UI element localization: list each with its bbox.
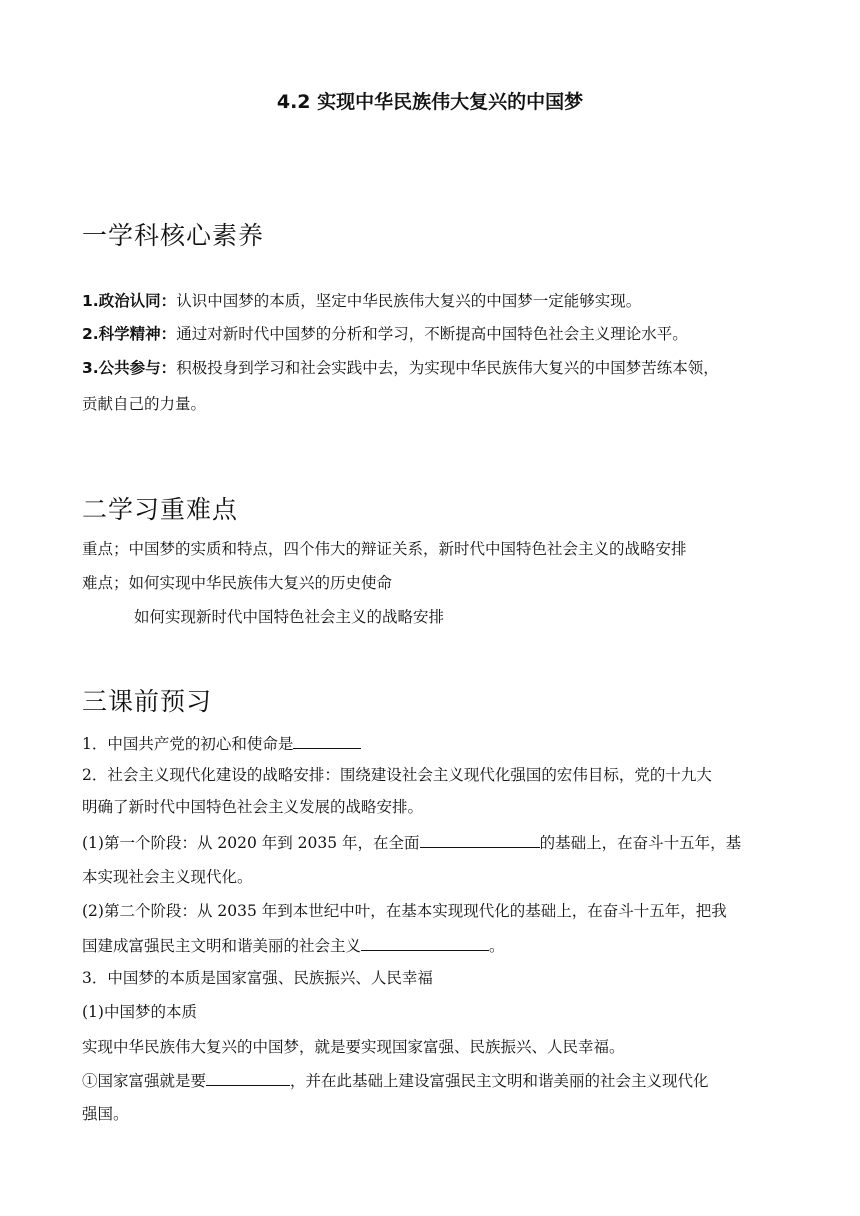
answer-blank[interactable] (206, 1069, 290, 1086)
question-3-item-1-continued: 强国。 (82, 1105, 129, 1123)
question-3-item-1 (82, 1069, 782, 1092)
section-heading-key-points: 二学习重难点 (82, 495, 239, 524)
literacy-item-3-continued: 贡献自己的力量。 (82, 395, 207, 413)
question-2-line-2: 明确了新时代中国特色社会主义发展的战略安排。 (82, 798, 424, 816)
literacy-item-label: 2.科学精神： (82, 325, 177, 343)
literacy-item-label: 3.公共参与： (82, 359, 177, 377)
question-2-line-1: 2．社会主义现代化建设的战略安排：围绕建设社会主义现代化强国的宏伟目标，党的十九大 (82, 766, 712, 784)
literacy-item-2 (82, 323, 782, 345)
answer-blank[interactable] (361, 934, 489, 951)
answer-blank[interactable] (293, 732, 361, 749)
question-1 (82, 732, 782, 755)
stage-2-text-pre: 国建成富强民主文明和谐美丽的社会主义 (82, 937, 362, 955)
literacy-item-3 (82, 357, 782, 379)
stage-1-line-2: 本实现社会主义现代化。 (82, 868, 253, 886)
question-3-item-1-pre: ①国家富强就是要 (82, 1072, 207, 1090)
stage-2-line-1: (2)第二个阶段：从 2035 年到本世纪中叶，在基本实现现代化的基础上，在奋斗十五年，把我 (82, 902, 727, 920)
question-1-text: 1．中国共产党的初心和使命是 (82, 735, 294, 753)
answer-blank[interactable] (420, 831, 540, 848)
stage-2-text-post: 。 (489, 937, 505, 955)
literacy-item-text: 积极投身到学习和社会实践中去，为实现中华民族伟大复兴的中国梦苦练本领， (176, 359, 719, 377)
section-heading-core-literacy: 一学科核心素养 (82, 221, 265, 250)
page-title: 4.2 实现中华民族伟大复兴的中国梦 (276, 91, 584, 113)
question-3-text: 实现中华民族伟大复兴的中国梦，就是要实现国家富强、民族振兴、人民幸福。 (82, 1038, 625, 1056)
stage-1-text-pre: (1)第一个阶段：从 2020 年到 2035 年，在全面 (82, 834, 420, 852)
difficult-points-text: 难点；如何实现中华民族伟大复兴的历史使命 (82, 574, 393, 592)
literacy-item-1 (82, 290, 782, 312)
stage-2-line-2 (82, 934, 782, 957)
section-heading-preview: 三课前预习 (82, 687, 213, 716)
question-3-sub-1: (1)中国梦的本质 (82, 1003, 197, 1021)
stage-1-text-post: 的基础上，在奋斗十五年，基 (539, 834, 742, 852)
question-3-item-1-post: ，并在此基础上建设富强民主文明和谐美丽的社会主义现代化 (290, 1072, 709, 1090)
literacy-item-text: 通过对新时代中国梦的分析和学习，不断提高中国特色社会主义理论水平。 (176, 325, 688, 343)
question-3: 3．中国梦的本质是国家富强、民族振兴、人民幸福 (82, 969, 433, 987)
literacy-item-label: 1.政治认同： (82, 292, 177, 310)
difficult-points-text-2: 如何实现新时代中国特色社会主义的战略安排 (134, 608, 445, 626)
stage-1-line-1 (82, 831, 782, 854)
key-points-text: 重点；中国梦的实质和特点，四个伟大的辩证关系，新时代中国特色社会主义的战略安排 (82, 540, 687, 558)
literacy-item-text: 认识中国梦的本质，坚定中华民族伟大复兴的中国梦一定能够实现。 (176, 292, 642, 310)
